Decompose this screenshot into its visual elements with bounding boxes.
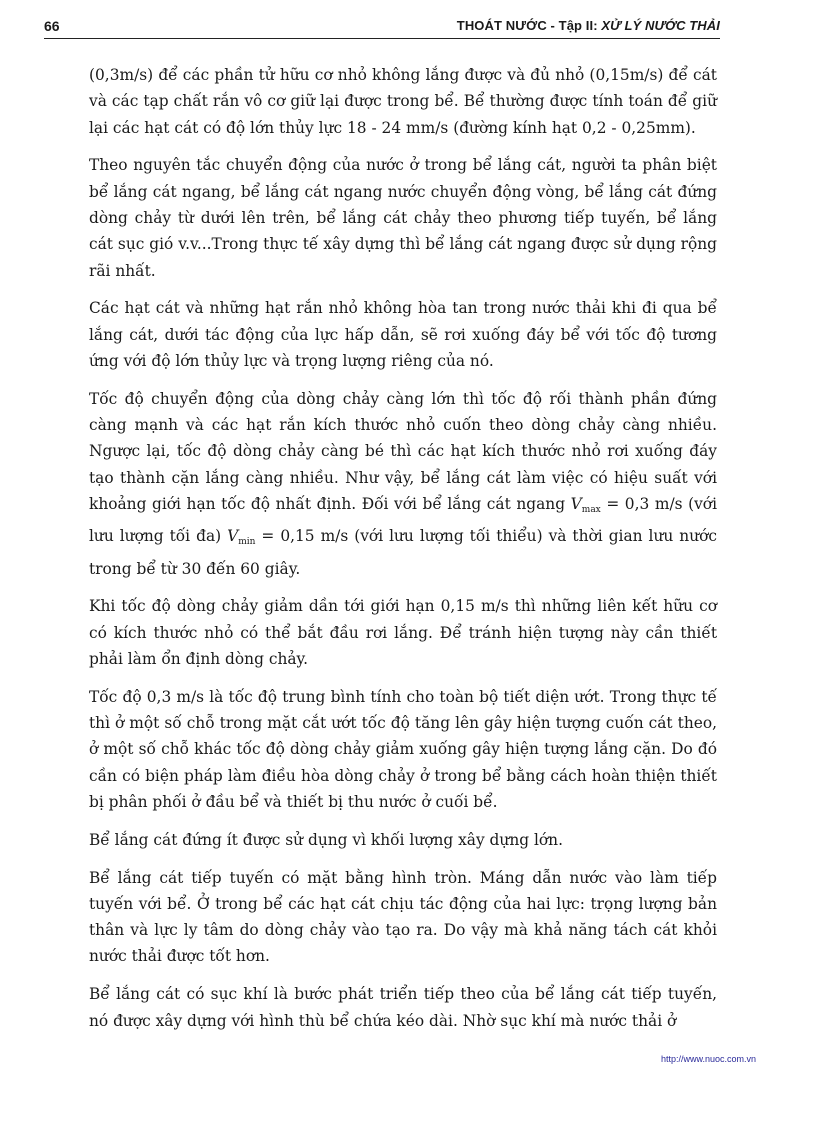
- body-text: [89, 62, 717, 1045]
- running-title-subject: XỬ LÝ NƯỚC THẢI: [601, 18, 720, 33]
- paragraph-3: Các hạt cát và những hạt rắn nhỏ không hòa tan trong nước thải khi đi qua bể lắng cát, dưới tác động của lực hấp dẫn, sẽ rơi xuống đáy bể với tốc độ tương ứng với độ lớn thủy lực và trọng lượng riêng của nó.: [89, 299, 717, 370]
- paragraph-7: Bể lắng cát đứng ít được sử dụng vì khối lượng xây dựng lớn.: [89, 830, 563, 849]
- page-number: 66: [44, 18, 60, 34]
- running-title: [457, 18, 720, 33]
- velocity-text-b: = 0,3 m/s (với lưu lượng tối đa): [89, 494, 717, 546]
- velocity-text-a: Tốc độ chuyển động của dòng chảy càng lớn thì tốc độ rối thành phần đứng càng mạnh và các hạt rắn kích thước nhỏ cuốn theo dòng chảy càng nhiều. Ngược lại, tốc độ dòng chảy càng bé thì các hạt kích thước nhỏ rơi xuống đáy tạo thành cặn lắng càng nhiều. Như vậy, bể lắng cát làm việc có hiệu suất với khoảng giới hạn tốc độ nhất định. Đối với bể lắng cát ngang: [89, 389, 717, 513]
- velocity-text-c: = 0,15 m/s (với lưu lượng tối thiểu) và thời gian lưu nước trong bể từ 30 đến 60 giây.: [89, 527, 717, 578]
- vmin-symbol: V: [227, 527, 239, 546]
- vmax-subscript: max: [581, 504, 601, 515]
- paragraph-5: Khi tốc độ dòng chảy giảm dần tới giới hạn 0,15 m/s thì những liên kết hữu cơ có kích thước nhỏ có thể bắt đầu rơi lắng. Để tránh hiện tượng này cần thiết phải làm ổn định dòng chảy.: [89, 597, 717, 668]
- paragraph-velocity: [89, 386, 717, 582]
- paragraph-2: Theo nguyên tắc chuyển động của nước ở trong bể lắng cát, người ta phân biệt bể lắng cát ngang, bể lắng cát ngang nước chuyển động vòng, bể lắng cát đứng dòng chảy từ dưới lên trên, bể lắng cát chảy theo phương tiếp tuyến, bể lắng cát sục gió v.v...Trong thực tế xây dựng thì bể lắng cát ngang được sử dụng rộng rãi nhất.: [89, 156, 717, 280]
- running-title-main: THOÁT NƯỚC - Tập II:: [456, 18, 602, 33]
- header-rule: [44, 38, 720, 39]
- vmin-subscript: min: [238, 537, 256, 548]
- vmax-symbol: V: [570, 494, 582, 513]
- running-header: [44, 14, 720, 38]
- paragraph-8: Bể lắng cát tiếp tuyến có mặt bằng hình tròn. Máng dẫn nước vào làm tiếp tuyến với bể. Ở trong bể các hạt cát chịu tác động của hai lực: trọng lượng bản thân và lực ly tâm do dòng chảy vào tạo ra. Do vậy mà khả năng tách cát khỏi nước thải được tốt hơn.: [89, 868, 717, 966]
- paragraph-6: Tốc độ 0,3 m/s là tốc độ trung bình tính cho toàn bộ tiết diện ướt. Trong thực tế thì ở một số chỗ trong mặt cắt ướt tốc độ tăng lên gây hiện tượng cuốn cát theo, ở một số chỗ khác tốc độ dòng chảy giảm xuống gây hiện tượng lắng cặn. Do đó cần có biện pháp làm điều hòa dòng chảy ở trong bể bằng cách hoàn thiện thiết bị phân phối ở đầu bể và thiết bị thu nước ở cuối bể.: [89, 687, 717, 811]
- paragraph-1: (0,3m/s) để các phần tử hữu cơ nhỏ không lắng được và đủ nhỏ (0,15m/s) để cát và các tạp chất rắn vô cơ giữ lại được trong bể. Bể thường được tính toán để giữ lại các hạt cát có độ lớn thủy lực 18 - 24 mm/s (đường kính hạt 0,2 - 0,25mm).: [89, 66, 717, 137]
- paragraph-9: Bể lắng cát có sục khí là bước phát triển tiếp theo của bể lắng cát tiếp tuyến, nó được xây dựng với hình thù bể chứa kéo dài. Nhờ sục khí mà nước thải ở: [89, 985, 717, 1030]
- footer-url[interactable]: http://www.nuoc.com.vn: [660, 1054, 756, 1064]
